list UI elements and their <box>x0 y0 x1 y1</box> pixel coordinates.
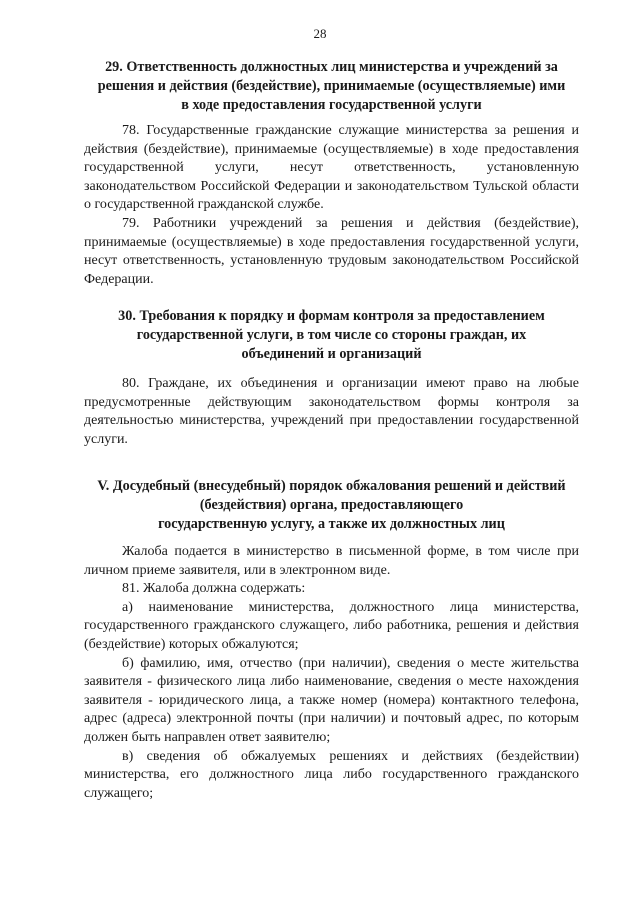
section-29-heading <box>84 58 579 115</box>
section-v-body <box>84 543 579 803</box>
section-v <box>84 477 579 534</box>
paragraph-81-v: в) сведения об обжалуемых решениях и действиях (бездействии) министерства, его должностного лица либо государственного гражданского служащего; <box>84 748 579 801</box>
heading-line: V. Досудебный (внесудебный) порядок обжалования решений и действий <box>97 478 566 494</box>
section-29-body <box>84 122 579 289</box>
heading-line: объединений и организаций <box>241 346 422 362</box>
heading-line: решения и действия (бездействие), принимаемые (осуществляемые) ими <box>97 78 566 94</box>
heading-line: (бездействия) органа, предоставляющего <box>199 497 464 513</box>
heading-line: в ходе предоставления государственной услуги <box>181 97 482 113</box>
heading-line: 30. Требования к порядку и формам контроля за предоставлением <box>118 308 545 324</box>
paragraph-81-b: б) фамилию, имя, отчество (при наличии), сведения о месте жительства заявителя - физического лица либо наименование, сведения о месте нахождения заявителя - юридического лица, а также номер (номера) контактного телефона, адрес (адреса) электронной почты (при наличии) и почтовый адрес, по которым должен быть направлен ответ заявителю; <box>84 655 579 745</box>
heading-line: государственной услуги, в том числе со стороны граждан, их <box>136 327 527 343</box>
paragraph-79: 79. Работники учреждений за решения и действия (бездействие), принимаемые (осуществляемые) в ходе предоставления государственной услуги, несут ответственность, установленную трудовым законодательством Российской Федерации. <box>84 215 579 287</box>
page-number: 28 <box>313 26 327 41</box>
section-v-heading <box>84 477 579 534</box>
heading-line: 29. Ответственность должностных лиц министерства и учреждений за <box>105 59 558 75</box>
heading-line: государственную услугу, а также их должностных лиц <box>158 516 505 532</box>
section-30-body <box>84 375 579 449</box>
section-29 <box>84 58 579 115</box>
paragraph-80: 80. Граждане, их объединения и организации имеют право на любые предусмотренные действующим законодательством формы контроля за деятельностью министерства, учреждений при предоставлении государственной услуги. <box>84 376 579 447</box>
paragraph-complaint-intro: Жалоба подается в министерство в письменной форме, в том числе при личном приеме заявителя, или в электронном виде. <box>84 544 579 578</box>
paragraph-81: 81. Жалоба должна содержать: <box>122 581 306 597</box>
paragraph-81-a: а) наименование министерства, должностного лица министерства, государственного гражданского служащего, либо работника, решения и действия (бездействие) которых обжалуются; <box>84 599 579 652</box>
section-30 <box>84 307 579 364</box>
paragraph-78: 78. Государственные гражданские служащие министерства за решения и действия (бездействие), принимаемые (осуществляемые) в ходе предоставления государственной услуги, несут ответственность, установленную законодательством Российской Федерации и законодательством Тульской области о государственной гражданской службе. <box>84 123 579 213</box>
section-30-heading <box>84 307 579 364</box>
